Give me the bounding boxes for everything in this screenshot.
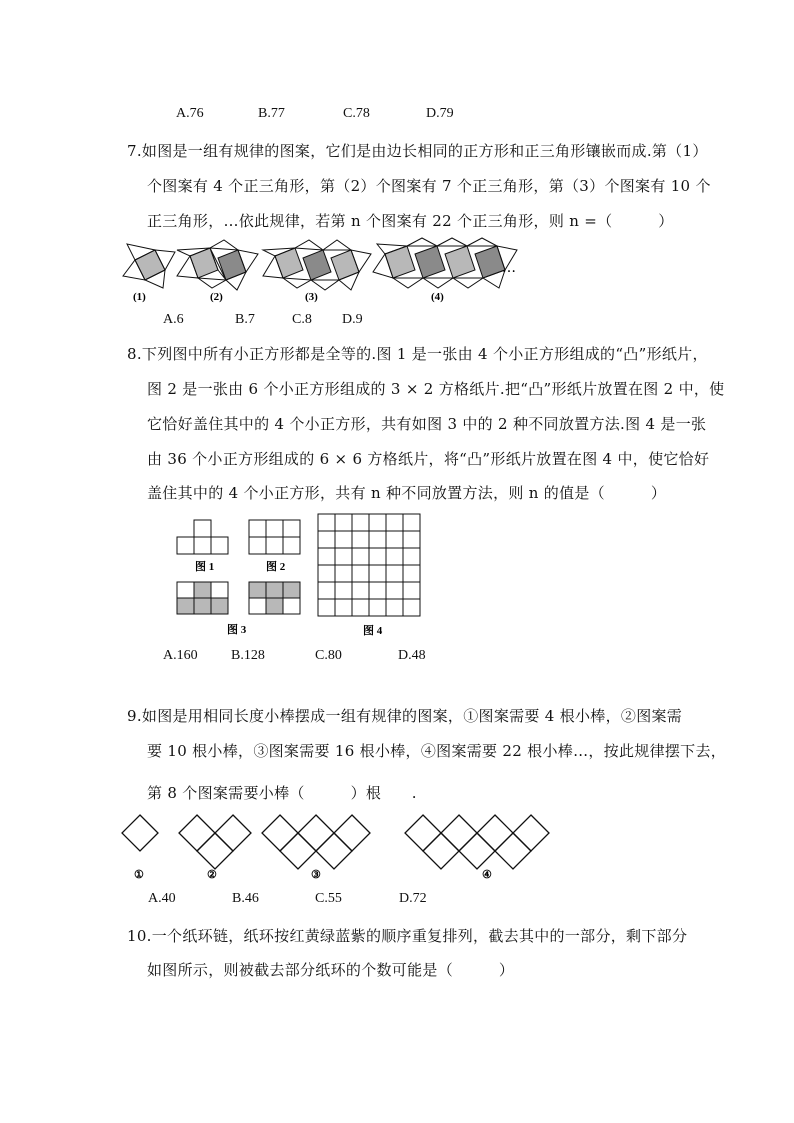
q9-pattern-1 [122,815,158,851]
q8-figure-2-grid [249,520,300,554]
q9-pattern-3 [262,815,370,869]
q9-caption-3: ③ [311,869,321,881]
q7-line-1: 7.如图是一组有规律的图案，它们是由边长相同的正方形和正三角形镶嵌而成.第（1） [127,142,708,160]
q9-option-b[interactable]: B.46 [232,891,259,906]
q7-pattern-2 [177,240,258,290]
q8-line-1: 8.下列图中所有小正方形都是全等的.图 1 是一张由 4 个小正方形组成的“凸”形纸片， [127,345,708,363]
q10-line-1: 10.一个纸环链，纸环按红黄绿蓝紫的顺序重复排列，截去其中的一部分，剩下部分 [127,927,688,945]
q8-line-2: 图 2 是一张由 6 个小正方形组成的 3 × 2 方格纸片.把“凸”形纸片放置在图 2 中，使 [147,380,725,398]
q9-option-d[interactable]: D.72 [399,891,427,906]
q8-line-3: 它恰好盖住其中的 4 个小正方形，共有如图 3 中的 2 种不同放置方法.图 4 是一张 [147,415,707,433]
q7-line-2: 个图案有 4 个正三角形，第（2）个图案有 7 个正三角形，第（3）个图案有 10 个 [147,177,711,195]
q8-line-5: 盖住其中的 4 个小正方形，共有 n 种不同放置方法，则 n 的值是（ ） [147,484,667,502]
q9-pattern-2 [179,815,251,869]
q8-caption-3: 图 3 [227,624,247,636]
q7-option-c[interactable]: C.8 [292,312,312,327]
q6-option-b[interactable]: B.77 [258,106,285,121]
q9-line-2: 要 10 根小棒，③图案需要 16 根小棒，④图案需要 22 根小棒…，按此规律摆下去， [147,742,727,760]
q7-pattern-1 [123,244,175,288]
q7-option-b[interactable]: B.7 [235,312,255,327]
q9-caption-1: ① [134,869,144,881]
q9-option-a[interactable]: A.40 [148,891,176,906]
q8-caption-2: 图 2 [266,561,286,573]
q7-option-d[interactable]: D.9 [342,312,363,327]
q9-line-3: 第 8 个图案需要小棒（ ）根 . [147,784,417,802]
q6-option-a[interactable]: A.76 [176,106,204,121]
q7-option-a[interactable]: A.6 [163,312,184,327]
q8-figure-3-left [177,582,228,614]
q7-pattern-3 [263,240,371,290]
q8-figure-4-grid [318,514,420,616]
q8-caption-1: 图 1 [195,561,215,573]
q7-caption-4: (4) [431,291,444,303]
q8-figure-1-t-shape [177,520,228,554]
q7-ellipsis: … [502,260,516,276]
q7-caption-3: (3) [305,291,318,303]
q7-caption-2: (2) [210,291,223,303]
q6-option-d[interactable]: D.79 [426,106,454,121]
q9-caption-2: ② [207,869,217,881]
q7-figure [115,238,535,308]
q8-option-b[interactable]: B.128 [231,648,265,663]
q7-line-3: 正三角形，…依此规律，若第 n 个图案有 22 个正三角形，则 n =（ ） [147,212,674,230]
q8-option-d[interactable]: D.48 [398,648,426,663]
q10-line-2: 如图所示，则被截去部分纸环的个数可能是（ ） [147,961,515,979]
q9-caption-4: ④ [482,869,492,881]
q6-option-c[interactable]: C.78 [343,106,370,121]
q9-line-1: 9.如图是用相同长度小棒摆成一组有规律的图案，①图案需要 4 根小棒，②图案需 [127,707,683,725]
q9-pattern-4 [405,815,549,869]
q8-figure [175,512,425,642]
q7-caption-1: (1) [133,291,146,303]
q9-option-c[interactable]: C.55 [315,891,342,906]
q8-caption-4: 图 4 [363,625,383,637]
q8-option-c[interactable]: C.80 [315,648,342,663]
q9-figure [118,812,558,884]
q8-figure-3-right [249,582,300,614]
q7-pattern-4 [373,238,517,288]
q8-option-a[interactable]: A.160 [163,648,198,663]
q8-line-4: 由 36 个小正方形组成的 6 × 6 方格纸片，将“凸”形纸片放置在图 4 中，使它恰好 [147,450,710,468]
